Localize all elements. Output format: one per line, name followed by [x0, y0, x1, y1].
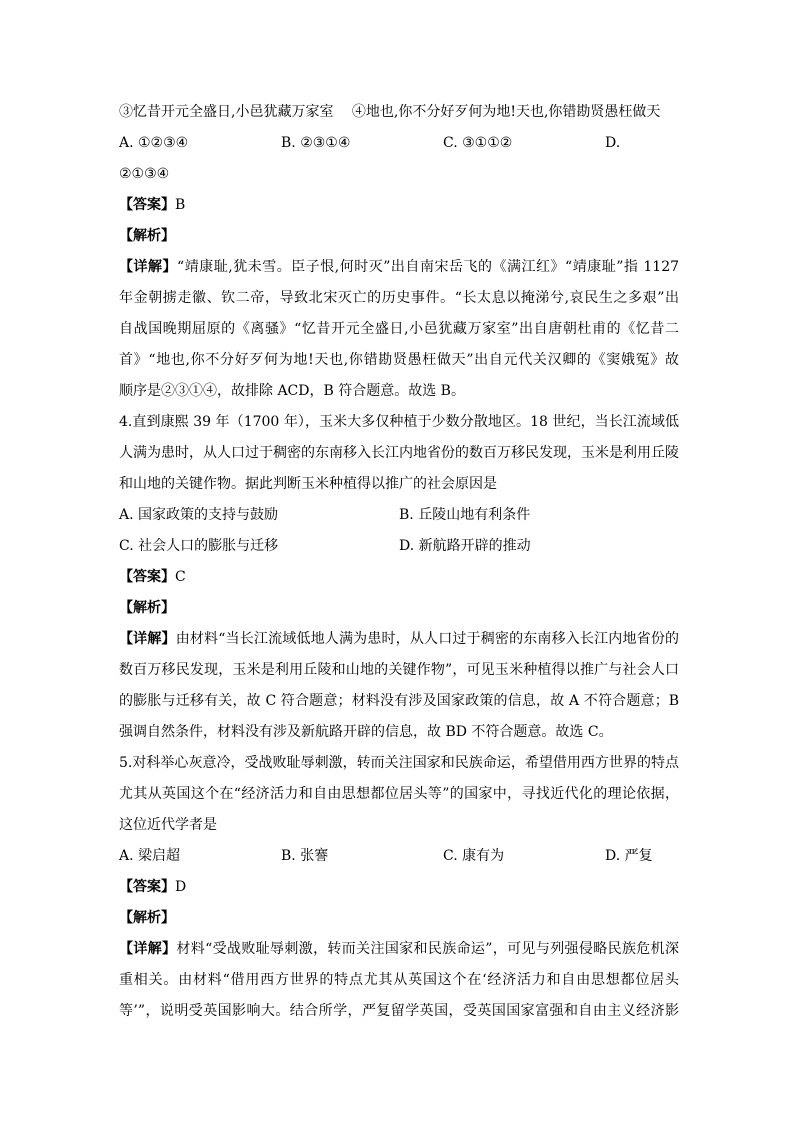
q4-options-row [119, 531, 679, 562]
q3-poem-line: ③忆昔开元全盛日,小邑犹藏万家室 ④地也,你不分好歹何为地!天也,你错勘贤愚枉做天 [119, 104, 661, 120]
q5-answer-value: D [175, 879, 187, 895]
q5-analysis-label: 【解析】 [119, 910, 175, 926]
answer-label: 【答案】 [119, 197, 175, 213]
answer-label: 【答案】 [119, 879, 175, 895]
q5-detail-line: 等’”，说明受英国影响大。结合所学，严复留学英国，受英国国家富强和自由主义经济影 [119, 1003, 679, 1019]
q4-options-row [119, 500, 679, 531]
q5-option-b: B. 张謇 [281, 848, 329, 864]
q3-option-d-value: ②①③④ [119, 166, 170, 182]
q4-stem-line: 和山地的关键作物。据此判断玉米种植得以推广的社会原因是 [119, 476, 497, 492]
q5-answer [119, 872, 679, 903]
q5-option-a: A. 梁启超 [119, 848, 181, 864]
q5-stem-line: 这位近代学者是 [119, 817, 217, 833]
q3-detail-line: 年金朝掳走徽、钦二帝，导致北宋灭亡的历史事件。“长太息以掩涕兮,哀民生之多艰”出 [119, 290, 679, 306]
q4-stem-line: 人满为患时，从人口过于稠密的东南移入长江内地省份的数百万移民发现，玉米是利用丘陵 [119, 445, 679, 461]
q5-detail-line: 【详解】材料“受战败耻辱刺激，转而关注国家和民族命运”，可见与列强侵略民族危机深 [119, 941, 679, 957]
q3-detail-line: 自战国晚期屈原的《离骚》“忆昔开元全盛日,小邑犹藏万家室”出自唐朝杜甫的《忆昔二 [119, 321, 679, 337]
q4-detail-line: 强调自然条件，材料没有涉及新航路开辟的信息，故 BD 不符合题意。故选 C。 [119, 724, 613, 740]
q5-option-c: C. 康有为 [443, 848, 505, 864]
q3-detail-line: 【详解】“靖康耻,犹未雪。臣子恨,何时灭”出自南宋岳飞的《满江红》“靖康耻”指 1127 [119, 259, 679, 275]
q3-option-c: C. ③①①② [443, 135, 513, 151]
q3-option-d: D. [605, 135, 621, 151]
q5-stem-line: 尤其从英国这个在“经济活力和自由思想都位居头等”的国家中，寻找近代化的理论依据， [119, 786, 679, 802]
detail-label: 【详解】 [119, 631, 176, 647]
q3-options [119, 128, 679, 159]
q3-answer-value: B [175, 197, 186, 213]
detail-label: 【详解】 [119, 941, 177, 957]
q3-analysis-label: 【解析】 [119, 228, 175, 244]
q4-detail-line: 【详解】由材料“当长江流域低地人满为患时，从人口过于稠密的东南移入长江内地省份的 [119, 631, 679, 647]
q4-answer-value: C [175, 569, 186, 585]
q5-detail-line: 重相关。由材料“借用西方世界的特点尤其从英国这个在‘经济活力和自由思想都位居头 [119, 972, 679, 988]
q4-option-d: D. 新航路开辟的推动 [399, 538, 531, 554]
detail-label: 【详解】 [119, 259, 178, 275]
document-body [119, 97, 679, 1027]
q3-option-a: A. ①②③④ [119, 135, 189, 151]
q4-answer [119, 562, 679, 593]
answer-label: 【答案】 [119, 569, 175, 585]
q5-option-d: D. 严复 [605, 848, 653, 864]
q4-option-a: A. 国家政策的支持与鼓励 [119, 507, 279, 523]
q4-detail-line: 的膨胀与迁移有关，故 C 符合题意；材料没有涉及国家政策的信息，故 A 不符合题意；B [119, 693, 679, 709]
q4-option-c: C. 社会人口的膨胀与迁移 [119, 538, 279, 554]
q4-option-b: B. 丘陵山地有利条件 [399, 507, 531, 523]
q3-answer [119, 190, 679, 221]
q5-options [119, 841, 679, 872]
q5-stem-line: 5.对科举心灰意冷，受战败耻辱刺激，转而关注国家和民族命运，希望借用西方世界的特点 [119, 755, 679, 771]
q4-analysis-label: 【解析】 [119, 600, 175, 616]
q4-stem-line: 4.直到康熙 39 年（1700 年），玉米大多仅种植于少数分散地区。18 世纪，当长江流域低 [119, 414, 679, 430]
q4-detail-line: 数百万移民发现，玉米是利用丘陵和山地的关键作物”，可见玉米种植得以推广与社会人口 [119, 662, 679, 678]
q3-detail-line: 首》“地也,你不分好歹何为地!天也,你错勘贤愚枉做天”出自元代关汉卿的《窦娥冤》故 [119, 352, 679, 368]
q3-option-b: B. ②③①④ [281, 135, 351, 151]
q3-detail-line: 顺序是②③①④，故排除 ACD，B 符合题意。故选 B。 [119, 383, 465, 399]
